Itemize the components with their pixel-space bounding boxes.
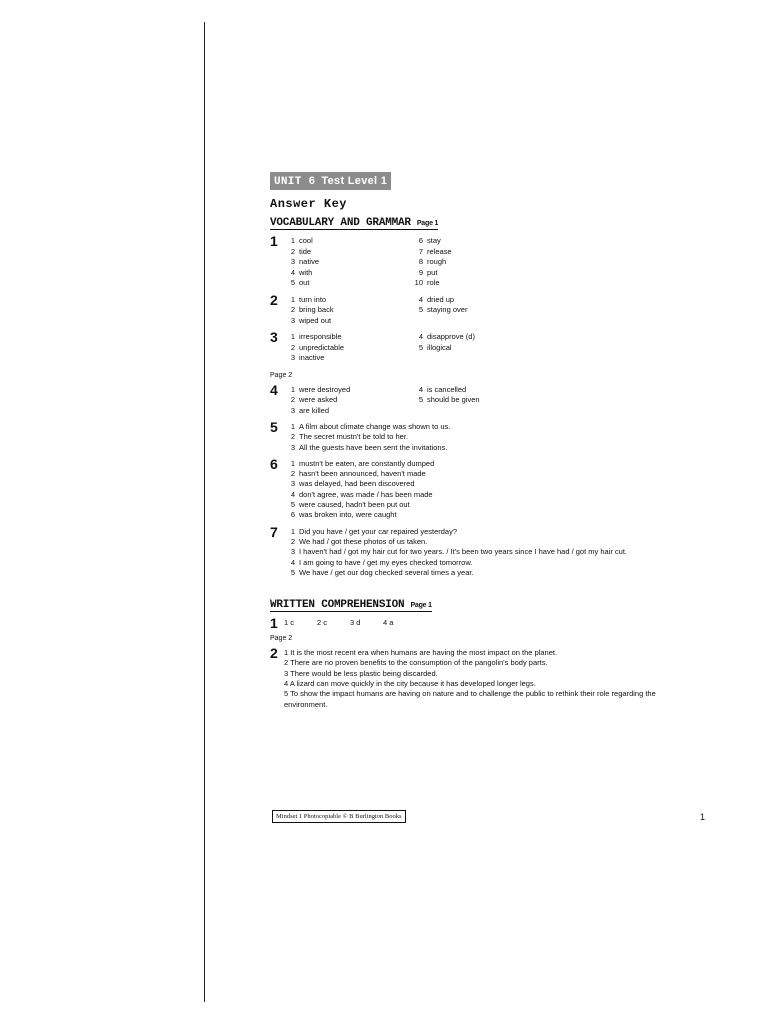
exercise-6 xyxy=(270,455,690,521)
item-number: 2 xyxy=(290,432,295,442)
item-number: 5 xyxy=(290,500,295,510)
item-answer: should be given xyxy=(427,395,480,404)
section-title xyxy=(270,217,438,230)
answer-item xyxy=(284,459,690,469)
exercise-number: 4 xyxy=(270,381,278,398)
answer-item: 5 To show the impact humans are having on nature and to challenge the public to rethink their role regarding the environment. xyxy=(284,689,656,709)
item-answer: is cancelled xyxy=(427,384,467,394)
item-answer: release xyxy=(427,246,452,256)
answer-cell xyxy=(412,305,540,316)
answer-key-heading: Answer Key xyxy=(270,197,348,211)
item-answer: don't agree, was made / has been made xyxy=(299,489,433,499)
exercise-number: 5 xyxy=(270,419,278,435)
answer-cell xyxy=(284,257,412,268)
answer-item xyxy=(284,490,690,500)
answer-cell xyxy=(412,295,540,306)
item-number: 5 xyxy=(290,278,295,287)
item-number: 1 xyxy=(290,294,295,304)
item-answer: staying over xyxy=(427,305,468,314)
unit-label: UNIT 6 xyxy=(274,176,316,188)
item-answer: bring back xyxy=(299,305,334,314)
item-answer: tide xyxy=(299,246,312,256)
item-answer: was broken into, were caught xyxy=(299,510,397,520)
item-number: 3 xyxy=(290,405,295,415)
answer-cell xyxy=(284,236,412,247)
exercise-number: 2 xyxy=(270,645,278,662)
item-number: 3 xyxy=(290,315,295,325)
answer-cell xyxy=(412,247,540,258)
item-number: 2 xyxy=(290,342,295,352)
answer-item: 3 There would be less plastic being discarded. xyxy=(284,668,438,678)
item-number: 6 xyxy=(418,236,423,245)
item-answer: illogical xyxy=(427,342,452,352)
item-number: 4 xyxy=(290,489,295,499)
item-answer: dried up xyxy=(427,294,455,304)
answer-item: 1 It is the most recent era when humans are having the most impact on the planet. xyxy=(284,648,558,658)
exercise-3 xyxy=(270,329,690,364)
item-answer: mustn't be eaten, are constantly dumped xyxy=(299,458,435,468)
item-number: 1 xyxy=(290,422,295,431)
item-answer: put xyxy=(427,267,438,277)
exercise-2 xyxy=(270,291,690,327)
exercise-4 xyxy=(270,381,690,417)
item-answer: A film about climate change was shown to us. xyxy=(299,422,451,431)
item-answer: Did you have / get your car repaired yesterday? xyxy=(299,526,458,536)
item-answer: I haven't had / got my hair cut for two years. / It's been two years since I have had / got my hair cut. xyxy=(299,547,628,557)
answer-row xyxy=(284,236,690,247)
item-number: 7 xyxy=(418,246,423,256)
exercise-5 xyxy=(270,419,690,453)
page-2-label: Page 2 xyxy=(270,371,293,379)
item-number: 2 xyxy=(290,536,295,546)
item-number: 4 xyxy=(418,332,423,341)
answer-item xyxy=(284,443,690,453)
vocabulary-section xyxy=(270,212,690,578)
answer-item xyxy=(284,510,690,520)
item-number: 2 xyxy=(290,246,295,256)
item-answer: was delayed, had been discovered xyxy=(299,479,415,489)
answer-item xyxy=(284,537,690,547)
answer-row xyxy=(284,305,690,316)
exercise-number: 2 xyxy=(270,291,278,308)
item-answer: cool xyxy=(299,236,313,245)
item-number: 5 xyxy=(418,305,423,314)
mc-answer: 3 d xyxy=(350,618,361,628)
answer-item xyxy=(284,469,690,479)
answer-row xyxy=(284,268,690,279)
answer-cell xyxy=(284,385,412,396)
item-number: 4 xyxy=(418,384,423,394)
answer-item xyxy=(284,547,690,557)
item-answer: native xyxy=(299,257,320,266)
answer-cell xyxy=(284,247,412,258)
item-number: 3 xyxy=(290,257,295,266)
section-page: Page 1 xyxy=(416,220,439,227)
item-number: 3 xyxy=(290,442,295,452)
written-section xyxy=(270,594,690,710)
section-title-text: VOCABULARY AND GRAMMAR xyxy=(270,217,411,229)
written-exercise-2 xyxy=(270,645,690,710)
item-answer: All the guests have been sent the invitations. xyxy=(299,442,448,452)
margin-rule xyxy=(204,22,205,1002)
answer-cell xyxy=(284,353,412,364)
item-number: 2 xyxy=(290,395,295,404)
answer-cell xyxy=(412,332,540,343)
item-answer: disapprove (d) xyxy=(427,332,475,341)
item-answer: out xyxy=(299,278,310,287)
item-answer: stay xyxy=(427,236,441,245)
unit-badge xyxy=(270,172,391,190)
exercise-1 xyxy=(270,233,690,289)
item-number: 3 xyxy=(290,353,295,362)
item-number: 5 xyxy=(290,567,295,577)
copyright-notice: Mindset 1 Photocopiable © B Burlington Books xyxy=(272,810,406,823)
answer-cell xyxy=(412,353,540,364)
answer-item: 2 There are no proven benefits to the consumption of the pangolin's body parts. xyxy=(284,658,548,668)
answer-cell xyxy=(284,395,412,406)
item-answer: We had / got these photos of us taken. xyxy=(299,536,428,546)
item-answer: unpredictable xyxy=(299,342,345,352)
answer-item xyxy=(284,558,690,568)
answer-row xyxy=(284,353,690,364)
answer-cell xyxy=(284,406,412,417)
mc-answer: 1 c xyxy=(284,618,295,628)
written-exercise-1 xyxy=(270,615,690,632)
item-number: 1 xyxy=(290,384,295,394)
answer-row xyxy=(284,257,690,268)
answer-cell xyxy=(284,268,412,279)
item-number: 4 xyxy=(290,557,295,567)
answer-cell xyxy=(412,395,540,406)
answer-row xyxy=(284,406,690,417)
exercise-number: 6 xyxy=(270,455,278,472)
exercise-number: 1 xyxy=(270,233,278,249)
item-number: 1 xyxy=(290,526,295,536)
item-number: 3 xyxy=(290,547,295,557)
section-title xyxy=(270,599,432,612)
answer-item xyxy=(284,479,690,489)
item-answer: inactive xyxy=(299,353,325,362)
item-answer: were destroyed xyxy=(299,384,351,394)
answer-cell xyxy=(284,343,412,354)
answer-cell xyxy=(412,257,540,268)
item-number: 2 xyxy=(290,469,295,479)
exercise-7 xyxy=(270,523,690,578)
item-answer: wiped out xyxy=(299,315,332,325)
answer-row xyxy=(284,343,690,354)
answer-item xyxy=(284,432,690,442)
answer-key-content xyxy=(270,171,690,710)
answer-row xyxy=(284,278,690,289)
answer-cell xyxy=(284,316,412,327)
exercise-number: 1 xyxy=(270,615,278,632)
answer-cell xyxy=(412,343,540,354)
item-number: 8 xyxy=(418,257,423,266)
page-2-label: Page 2 xyxy=(270,635,293,643)
answer-cell xyxy=(412,406,540,417)
answer-cell xyxy=(284,295,412,306)
answer-cell xyxy=(412,385,540,396)
item-answer: I am going to have / get my eyes checked tomorrow. xyxy=(299,557,473,567)
answer-cell xyxy=(284,278,412,289)
item-number: 1 xyxy=(290,236,295,245)
item-number: 10 xyxy=(414,278,423,287)
item-answer: We have / get our dog checked several times a year. xyxy=(299,567,474,577)
answer-row xyxy=(284,316,690,327)
item-answer: turn into xyxy=(299,294,327,304)
item-number: 1 xyxy=(290,332,295,341)
answer-cell xyxy=(284,332,412,343)
item-answer: irresponsible xyxy=(299,332,342,341)
item-number: 4 xyxy=(290,267,295,277)
item-answer: hasn't been announced, haven't made xyxy=(299,469,426,479)
item-answer: rough xyxy=(427,257,447,266)
answer-item xyxy=(284,500,690,510)
mc-answer: 4 a xyxy=(383,618,394,628)
answer-cell xyxy=(412,236,540,247)
item-answer: were asked xyxy=(299,395,338,404)
item-answer: role xyxy=(427,278,440,287)
answer-row xyxy=(284,247,690,258)
item-answer: were caused, hadn't been put out xyxy=(299,500,410,510)
item-answer: are killed xyxy=(299,405,330,415)
answer-row xyxy=(284,332,690,343)
answer-cell xyxy=(412,278,540,289)
exercise-number: 3 xyxy=(270,329,278,345)
item-answer: The secret mustn't be told to her. xyxy=(299,432,408,442)
mc-answer: 2 c xyxy=(317,618,328,628)
section-page: Page 1 xyxy=(410,602,432,610)
answer-cell xyxy=(284,305,412,316)
answer-item xyxy=(284,422,690,432)
level-label: Test Level 1 xyxy=(321,175,388,187)
section-title-text: WRITTEN COMPREHENSION xyxy=(270,599,405,612)
item-number: 5 xyxy=(418,342,423,352)
answer-item: 4 A lizard can move quickly in the city because it has developed longer legs. xyxy=(284,679,536,689)
answer-cell xyxy=(412,268,540,279)
item-number: 2 xyxy=(290,305,295,314)
answer-row xyxy=(284,385,690,396)
answer-item xyxy=(284,568,690,578)
item-number: 1 xyxy=(290,458,295,468)
answer-row xyxy=(284,295,690,306)
item-answer: with xyxy=(299,267,313,277)
item-number: 9 xyxy=(418,267,423,277)
answer-row xyxy=(284,395,690,406)
answer-cell xyxy=(412,316,540,327)
item-number: 4 xyxy=(418,294,423,304)
item-number: 6 xyxy=(290,510,295,520)
item-number: 5 xyxy=(418,395,423,404)
page-number: 1 xyxy=(700,812,706,822)
answer-item xyxy=(284,527,690,537)
item-number: 3 xyxy=(290,479,295,489)
exercise-number: 7 xyxy=(270,523,278,540)
